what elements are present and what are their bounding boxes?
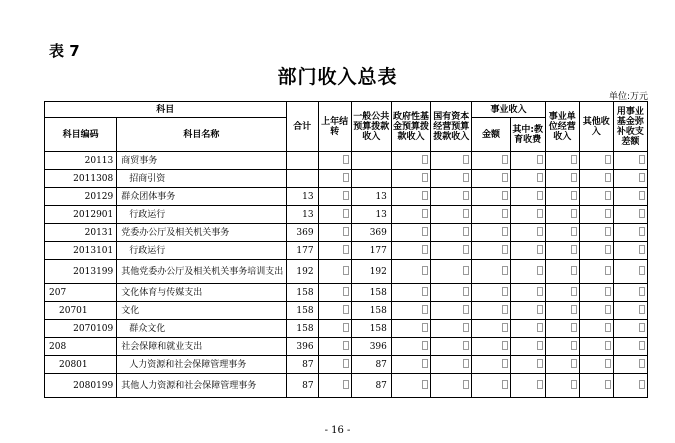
row-code: 20801 bbox=[45, 356, 117, 374]
row-code: 2011308 bbox=[45, 170, 117, 188]
row-name: 行政运行 bbox=[117, 242, 286, 260]
header-last-year: 上年结转 bbox=[318, 102, 351, 152]
row-code: 207 bbox=[45, 284, 117, 302]
header-name: 科目名称 bbox=[117, 118, 286, 152]
row-total bbox=[286, 152, 318, 170]
row-total: 13 bbox=[286, 188, 318, 206]
table-row bbox=[45, 374, 648, 398]
table-row bbox=[45, 284, 648, 302]
row-total bbox=[286, 170, 318, 188]
header-deficit: 用事业基金弥补收支差额 bbox=[613, 102, 647, 152]
row-total: 396 bbox=[286, 338, 318, 356]
row-name: 商贸事务 bbox=[117, 152, 286, 170]
row-code: 20131 bbox=[45, 224, 117, 242]
income-table bbox=[44, 101, 648, 398]
table-row bbox=[45, 152, 648, 170]
row-code: 2013101 bbox=[45, 242, 117, 260]
row-name: 群众文化 bbox=[117, 320, 286, 338]
row-name: 行政运行 bbox=[117, 206, 286, 224]
row-general: 177 bbox=[351, 242, 391, 260]
header-state-capital: 国有资本经营预算拨款收入 bbox=[431, 102, 472, 152]
row-total: 369 bbox=[286, 224, 318, 242]
row-name: 招商引资 bbox=[117, 170, 286, 188]
row-code: 2013199 bbox=[45, 260, 117, 284]
row-total: 177 bbox=[286, 242, 318, 260]
row-general: 369 bbox=[351, 224, 391, 242]
header-edu-fee: 其中:教育收费 bbox=[510, 118, 545, 152]
row-code: 2080199 bbox=[45, 374, 117, 398]
page-number: - 16 - bbox=[324, 425, 351, 436]
row-code: 2070109 bbox=[45, 320, 117, 338]
row-code: 20113 bbox=[45, 152, 117, 170]
row-general bbox=[351, 152, 391, 170]
table-row bbox=[45, 170, 648, 188]
table-row bbox=[45, 320, 648, 338]
row-total: 158 bbox=[286, 302, 318, 320]
row-name: 社会保障和就业支出 bbox=[117, 338, 286, 356]
row-name: 文化 bbox=[117, 302, 286, 320]
table-row bbox=[45, 242, 648, 260]
row-general: 87 bbox=[351, 374, 391, 398]
page-title: 部门收入总表 bbox=[277, 66, 398, 88]
header-code: 科目编码 bbox=[45, 118, 117, 152]
row-general: 158 bbox=[351, 284, 391, 302]
row-general: 192 bbox=[351, 260, 391, 284]
row-name: 文化体育与传媒支出 bbox=[117, 284, 286, 302]
table-row bbox=[45, 188, 648, 206]
header-general-budget: 一般公共预算拨款收入 bbox=[351, 102, 391, 152]
row-name: 其他人力资源和社会保障管理事务 bbox=[117, 374, 286, 398]
row-general bbox=[351, 170, 391, 188]
row-general: 396 bbox=[351, 338, 391, 356]
header-gov-fund: 政府性基金预算拨款收入 bbox=[391, 102, 430, 152]
header-amount: 金额 bbox=[472, 118, 510, 152]
table-row bbox=[45, 356, 648, 374]
row-total: 192 bbox=[286, 260, 318, 284]
row-general: 13 bbox=[351, 206, 391, 224]
table-row bbox=[45, 206, 648, 224]
row-code: 20129 bbox=[45, 188, 117, 206]
table-row bbox=[45, 224, 648, 242]
table-row bbox=[45, 260, 648, 284]
header-subject: 科目 bbox=[45, 102, 287, 118]
header-public-service: 事业收入 bbox=[472, 102, 545, 118]
header-unit-business: 事业单位经营收入 bbox=[545, 102, 579, 152]
header-other: 其他收入 bbox=[579, 102, 613, 152]
row-total: 87 bbox=[286, 356, 318, 374]
row-total: 87 bbox=[286, 374, 318, 398]
row-code: 20701 bbox=[45, 302, 117, 320]
row-total: 158 bbox=[286, 320, 318, 338]
row-general: 158 bbox=[351, 320, 391, 338]
row-general: 13 bbox=[351, 188, 391, 206]
unit-label: 单位:万元 bbox=[608, 92, 648, 102]
table-row bbox=[45, 338, 648, 356]
table-number: 表 7 bbox=[49, 42, 80, 60]
row-general: 158 bbox=[351, 302, 391, 320]
row-code: 208 bbox=[45, 338, 117, 356]
header-total: 合计 bbox=[286, 102, 318, 152]
row-name: 党委办公厅及相关机关事务 bbox=[117, 224, 286, 242]
row-name: 人力资源和社会保障管理事务 bbox=[117, 356, 286, 374]
row-name: 群众团体事务 bbox=[117, 188, 286, 206]
row-total: 158 bbox=[286, 284, 318, 302]
row-name: 其他党委办公厅及相关机关事务培训支出 bbox=[117, 260, 286, 284]
row-code: 2012901 bbox=[45, 206, 117, 224]
row-total: 13 bbox=[286, 206, 318, 224]
table-row bbox=[45, 302, 648, 320]
row-general: 87 bbox=[351, 356, 391, 374]
